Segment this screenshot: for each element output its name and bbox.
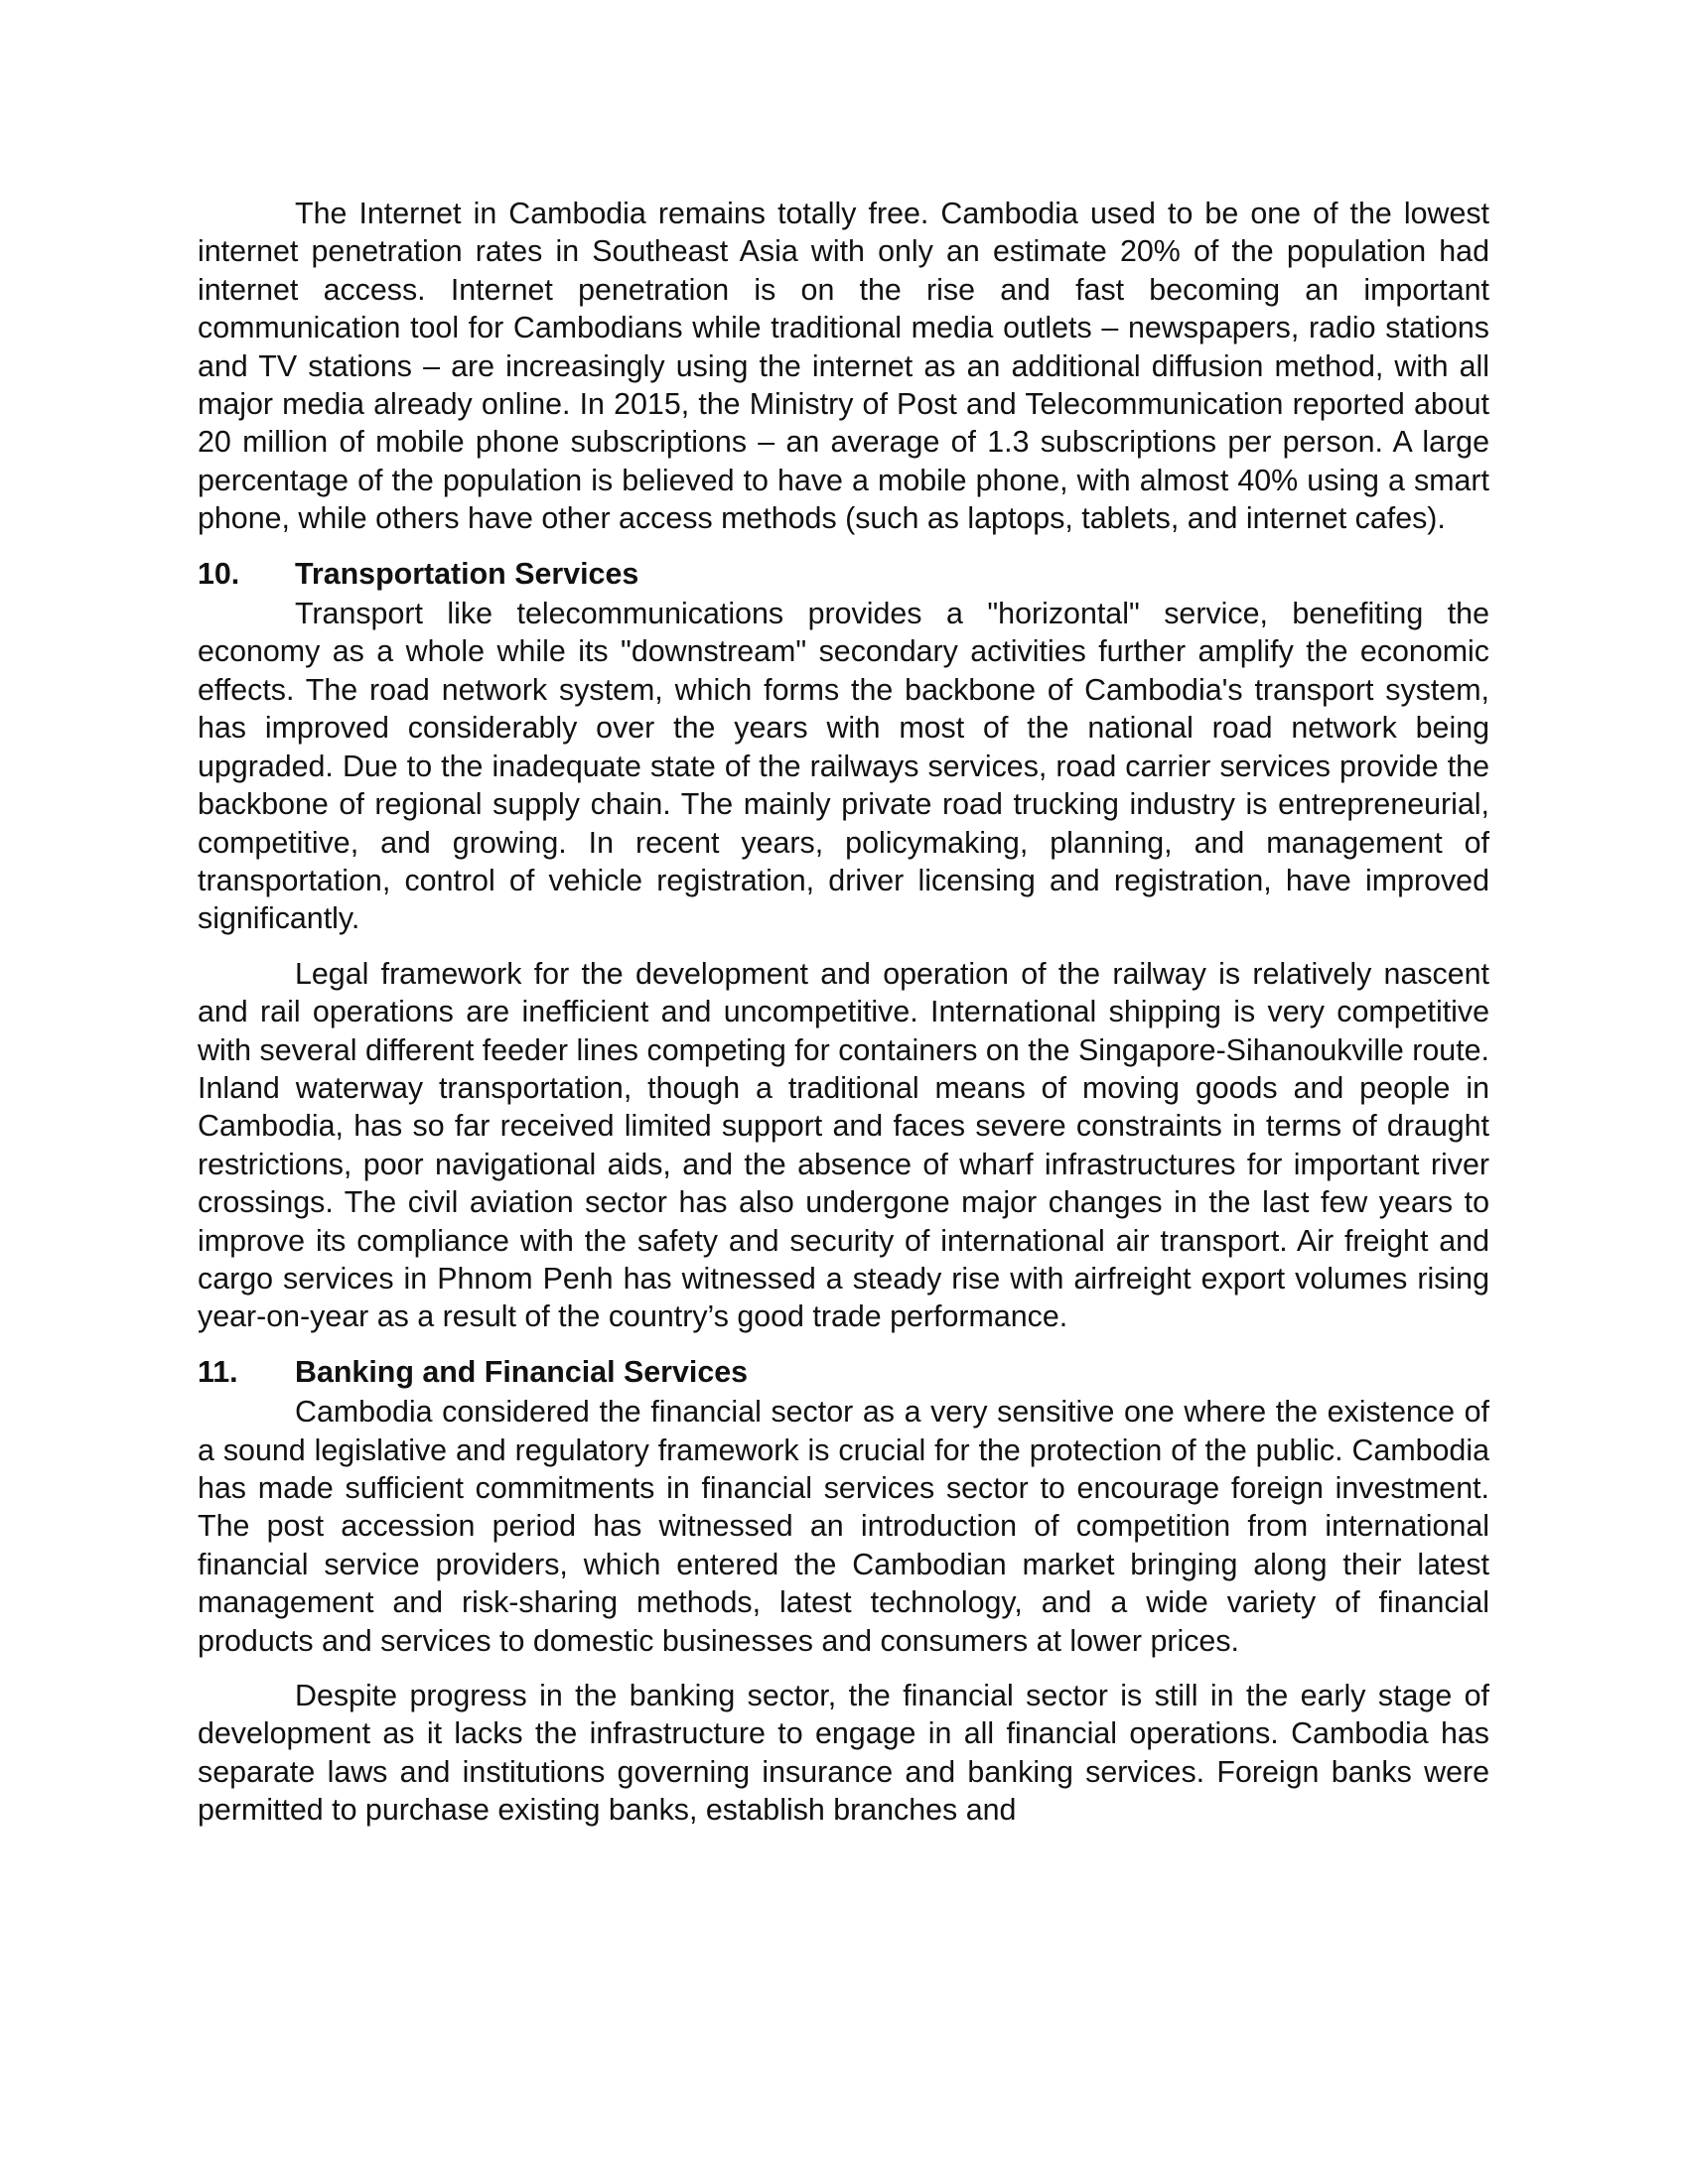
document-page (198, 195, 1489, 1846)
paragraph-transport-rail-shipping: Legal framework for the development and operation of the railway is relatively nascent and rail operations are inefficient and uncompetitive. International shipping is very competitive with several different feeder lines competing for containers on the Singapore-Sihanoukville route. Inland waterway transportation, though a traditional means of moving goods and people in Cambodia, has so far received limited support and faces severe constraints in terms of draught restrictions, poor navigational aids, and the absence of wharf infrastructures for important river crossings. The civil aviation sector has also undergone major changes in the last few years to improve its compliance with the safety and security of international air transport. Air freight and cargo services in Phnom Penh has witnessed a steady rise with airfreight export volumes rising year-on-year as a result of the country’s good trade performance. (198, 956, 1489, 1334)
section-number: 10. (198, 556, 240, 591)
paragraph-banking-progress: Despite progress in the banking sector, the financial sector is still in the early stage of development as it lacks the infrastructure to engage in all financial operations. Cambodia has separate laws and institutions governing insurance and banking services. Foreign banks were permitted to purchase existing banks, establish branches and (198, 1679, 1489, 1828)
paragraph-internet: The Internet in Cambodia remains totally free. Cambodia used to be one of the lowest internet penetration rates in Southeast Asia with only an estimate 20% of the population had internet access. Internet penetration is on the rise and fast becoming an important communication tool for Cambodians while traditional media outlets – newspapers, radio stations and TV stations – are increasingly using the internet as an additional diffusion method, with all major media already online. In 2015, the Ministry of Post and Telecommunication reported about 20 million of mobile phone subscriptions – an average of 1.3 subscriptions per person. A large percentage of the population is believed to have a mobile phone, with almost 40% using a smart phone, while others have other access methods (such as laptops, tablets, and internet cafes). (198, 197, 1489, 536)
section-title: Transportation Services (295, 556, 639, 591)
section-title: Banking and Financial Services (295, 1354, 749, 1389)
section-heading-transportation (198, 555, 1489, 593)
paragraph-transport-road: Transport like telecommunications provides a "horizontal" service, benefiting the economy as a whole while its "downstream" secondary activities further amplify the economic effects. The road network system, which forms the backbone of Cambodia's transport system, has improved considerably over the years with most of the national road network being upgraded. Due to the inadequate state of the railways services, road carrier services provide the backbone of regional supply chain. The mainly private road trucking industry is entrepreneurial, competitive, and growing. In recent years, policymaking, planning, and management of transportation, control of vehicle registration, driver licensing and registration, have improved significantly. (198, 597, 1489, 936)
section-heading-banking (198, 1353, 1489, 1391)
section-number: 11. (198, 1354, 238, 1389)
paragraph-banking-sector: Cambodia considered the financial sector as a very sensitive one where the existence of a sound legislative and regulatory framework is crucial for the protection of the public. Cambodia has made sufficient commitments in financial services sector to encourage foreign investment. The post accession period has witnessed an introduction of competition from international financial service providers, which entered the Cambodian market bringing along their latest management and risk-sharing methods, latest technology, and a wide variety of financial products and services to domestic businesses and consumers at lower prices. (198, 1395, 1489, 1658)
